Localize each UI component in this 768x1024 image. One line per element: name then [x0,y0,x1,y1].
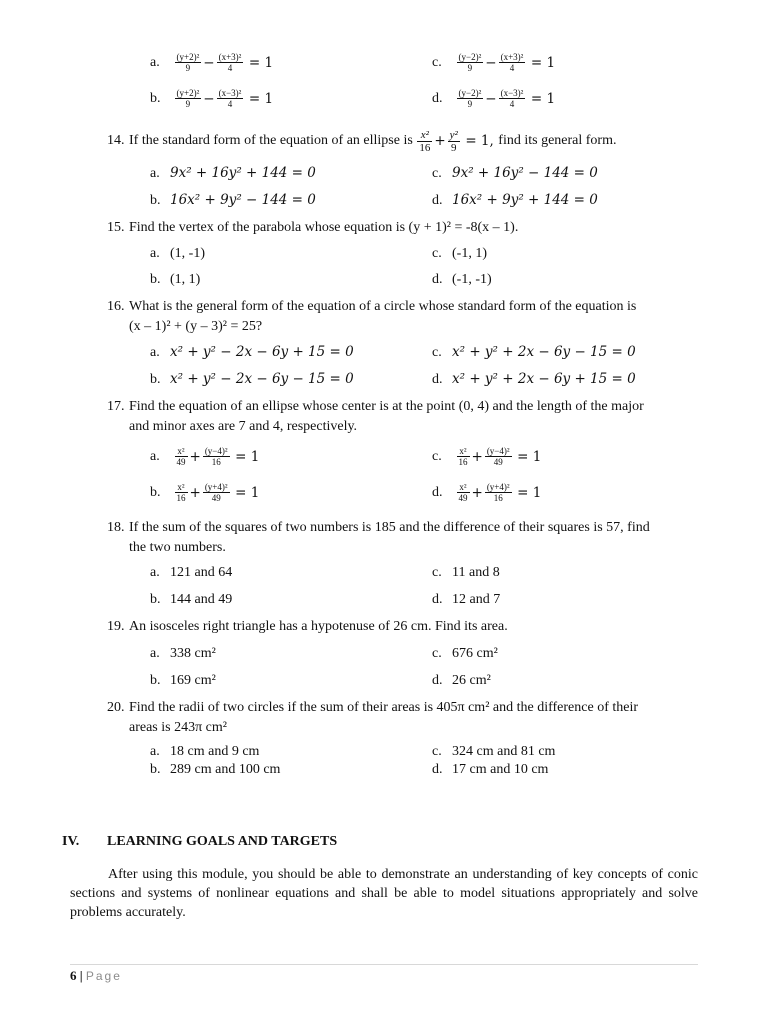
q16-option-c: c. x² + y² + 2x − 6y − 15 = 0 [432,344,636,360]
q18-option-c: c. 11 and 8 [432,565,500,580]
q17-option-c: c. $\frac{\text{x²}}{16}$ + $\frac{\text{(y−4)²}}{49}$ = 1 [432,446,542,467]
question-14: 14. If the standard form of the equation of an ellipse is $\frac{\text{x²}}{16}$ + $\frac{\text{y²}}{9}$ = 1, find its general form. [107,128,617,154]
q17-option-b: b. $\frac{\text{x²}}{16}$ + $\frac{\text{(y+4)²}}{49}$ = 1 [150,482,260,503]
q13-option-a: a. $\frac{\text{(y+2)²}}{9}$ − $\frac{\text{(x+3)²}}{4}$ = 1 [150,52,274,73]
page-word: Page [85,969,122,983]
q20-option-a: a. 18 cm and 9 cm [150,744,260,759]
q18-option-a: a. 121 and 64 [150,565,233,580]
q15-option-a: a. (1, -1) [150,246,205,261]
q18-option-d: d. 12 and 7 [432,592,501,607]
q14-option-c: c. 9x² + 16y² − 144 = 0 [432,165,598,181]
section-number: IV. [62,834,80,849]
q13-option-c: c. $\frac{\text{(y−2)²}}{9}$ − $\frac{\text{(x+3)²}}{4}$ = 1 [432,52,556,73]
q13-option-d: d. $\frac{\text{(y−2)²}}{9}$ − $\frac{\text{(x−3)²}}{4}$ = 1 [432,88,556,109]
question-17: 17. Find the equation of an ellipse whose center is at the point (0, 4) and the length of the major and minor axes are 7 and 4, respectively. [107,399,644,434]
q17-option-d: d. $\frac{\text{x²}}{49}$ + $\frac{\text{(y+4)²}}{16}$ = 1 [432,482,542,503]
q14-option-a: a. 9x² + 16y² + 144 = 0 [150,165,316,181]
q13-option-b: b. $\frac{\text{(y+2)²}}{9}$ − $\frac{\text{(x−3)²}}{4}$ = 1 [150,88,274,109]
page-number: 6 [70,968,77,983]
question-16: 16. What is the general form of the equation of a circle whose standard form of the equation is (x – 1)² + (y – 3)² = 25? [107,299,637,334]
section-paragraph: After using this module, you should be able to demonstrate an understanding of key concepts of conic sections and systems of nonlinear equations and shall be able to model situations appropriately and solve problems accurately. [70,867,698,920]
page-footer: 6 | Page [70,968,122,983]
q18-option-b: b. 144 and 49 [150,592,233,607]
section-title: LEARNING GOALS AND TARGETS [107,834,338,849]
q15-option-d: d. (-1, -1) [432,272,492,287]
q19-option-c: c. 676 cm² [432,646,498,661]
q19-option-d: d. 26 cm² [432,673,491,688]
q19-option-b: b. 169 cm² [150,673,216,688]
footer-divider [70,964,698,965]
q16-option-d: d. x² + y² + 2x − 6y + 15 = 0 [432,371,636,387]
question-18: 18. If the sum of the squares of two numbers is 185 and the difference of their squares is 57, find the two numbers. [107,520,650,555]
q15-option-b: b. (1, 1) [150,272,201,287]
q17-option-a: a. $\frac{\text{x²}}{49}$ + $\frac{\text{(y−4)²}}{16}$ = 1 [150,446,260,467]
q16-option-b: b. x² + y² − 2x − 6y − 15 = 0 [150,371,354,387]
q20-option-c: c. 324 cm and 81 cm [432,744,556,759]
q14-option-b: b. 16x² + 9y² − 144 = 0 [150,192,316,208]
q20-option-d: d. 17 cm and 10 cm [432,762,549,777]
q15-option-c: c. (-1, 1) [432,246,487,261]
q19-option-a: a. 338 cm² [150,646,216,661]
q14-option-d: d. 16x² + 9y² + 144 = 0 [432,192,598,208]
q16-option-a: a. x² + y² − 2x − 6y + 15 = 0 [150,344,354,360]
question-20: 20. Find the radii of two circles if the sum of their areas is 405π cm² and the difference of their areas is 243π cm² [107,700,639,735]
question-15: 15. Find the vertex of the parabola whose equation is (y + 1)² = -8(x – 1). [107,220,519,235]
q20-option-b: b. 289 cm and 100 cm [150,762,281,777]
question-19: 19. An isosceles right triangle has a hypotenuse of 26 cm. Find its area. [107,619,508,634]
